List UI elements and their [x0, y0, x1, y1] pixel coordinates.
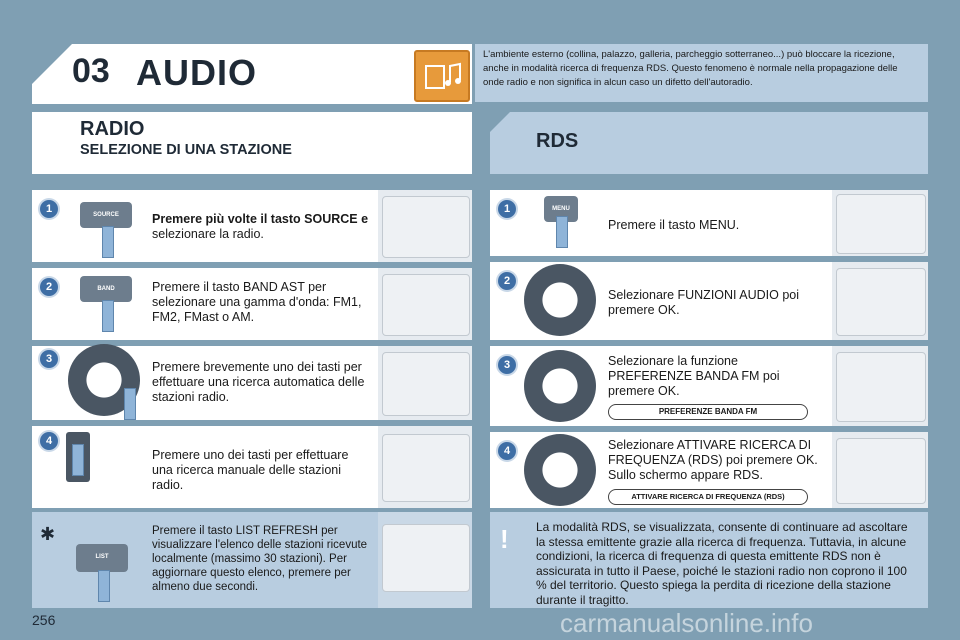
- dpad-illustration: [524, 350, 596, 422]
- radio-unit-illustration: [382, 274, 470, 336]
- attivare-rds-label: ATTIVARE RICERCA DI FREQUENZA (RDS): [608, 489, 808, 505]
- radio-subtitle: SELEZIONE DI UNA STAZIONE: [80, 142, 292, 158]
- press-arrow-icon: [72, 444, 84, 476]
- radio-unit-illustration: [382, 352, 470, 416]
- step-number: 1: [498, 200, 516, 218]
- radio-unit-illustration: [382, 196, 470, 258]
- rds-title: RDS: [536, 130, 579, 152]
- step-number: 1: [40, 200, 58, 218]
- radio-title: RADIO: [80, 118, 145, 140]
- chapter-number: 03: [72, 52, 110, 90]
- step-number: 2: [40, 278, 58, 296]
- radio-unit-illustration: [836, 194, 926, 254]
- step-number: 3: [498, 356, 516, 374]
- top-note: L'ambiente esterno (collina, palazzo, galleria, parcheggio sotterraneo...) può bloccare la ricezione, anche in modalità ricerca di frequenza RDS. Questo fenomeno è normale nella propagazione delle onde radio e non significa in alcun caso un difetto dell'autoradio.: [475, 44, 928, 102]
- step-number: 3: [40, 350, 58, 368]
- step-text: Selezionare ATTIVARE RICERCA DI FREQUENZA (RDS) poi premere OK. Sullo schermo appare RDS.: [608, 438, 818, 482]
- press-arrow-icon: [124, 388, 136, 420]
- dpad-illustration: [524, 434, 596, 506]
- step-text: Selezionare FUNZIONI AUDIO poi premere OK.: [608, 288, 800, 317]
- step-text: selezionare la radio.: [152, 227, 264, 241]
- band-button-illustration: BAND: [80, 276, 132, 302]
- press-arrow-icon: [556, 216, 568, 248]
- audio-chapter-icon: [414, 50, 470, 102]
- watermark: carmanualsonline.info: [560, 608, 813, 638]
- step-text: Premere brevemente uno dei tasti per effettuare una ricerca automatica delle stazioni radio.: [152, 360, 365, 404]
- warning-icon: !: [500, 524, 509, 554]
- radio-unit-illustration: [836, 352, 926, 422]
- step-number: 4: [498, 442, 516, 460]
- step-text: Premere il tasto MENU.: [608, 218, 740, 232]
- page-number: 256: [32, 612, 56, 628]
- warning-text: La modalità RDS, se visualizzata, consente di continuare ad ascoltare la stessa emittente grazie alla ricerca di frequenza. Tuttavia, in alcune condizioni, la ricerca di frequenza di questa emittente RDS non è assicurata in tutto il Paese, poiché le stazioni radio non coprono il 100 % del territorio. Questo spiega la perdita di ricezione della stazione durante il tragitto.: [536, 520, 908, 607]
- press-arrow-icon: [102, 226, 114, 258]
- step-number: 2: [498, 272, 516, 290]
- radio-unit-illustration: [382, 524, 470, 592]
- menu-button-illustration: MENU: [544, 196, 578, 222]
- chapter-title: AUDIO: [136, 52, 257, 93]
- press-arrow-icon: [102, 300, 114, 332]
- source-button-illustration: SOURCE: [80, 202, 132, 228]
- radio-unit-illustration: [836, 268, 926, 336]
- radio-unit-illustration: [836, 438, 926, 504]
- step-text: Premere uno dei tasti per effettuare una ricerca manuale delle stazioni radio.: [152, 448, 349, 492]
- step-number: 4: [40, 432, 58, 450]
- radio-unit-illustration: [382, 434, 470, 502]
- preferenze-banda-fm-label: PREFERENZE BANDA FM: [608, 404, 808, 420]
- list-button-illustration: LIST: [76, 544, 128, 572]
- dpad-illustration: [524, 264, 596, 336]
- tip-text: Premere il tasto LIST REFRESH per visualizzare l'elenco delle stazioni ricevute localmente (massimo 30 stazioni). Per aggiornare questo elenco, premere per almeno due secondi.: [152, 525, 368, 593]
- step-text-bold: Premere più volte il tasto SOURCE e: [152, 212, 369, 226]
- tip-bulb-icon: ✱: [40, 524, 56, 544]
- press-arrow-icon: [98, 570, 110, 602]
- step-text: Premere il tasto BAND AST per selezionare una gamma d'onda: FM1, FM2, FMast o AM.: [152, 280, 362, 324]
- step-text: Selezionare la funzione PREFERENZE BANDA FM poi premere OK.: [608, 354, 780, 398]
